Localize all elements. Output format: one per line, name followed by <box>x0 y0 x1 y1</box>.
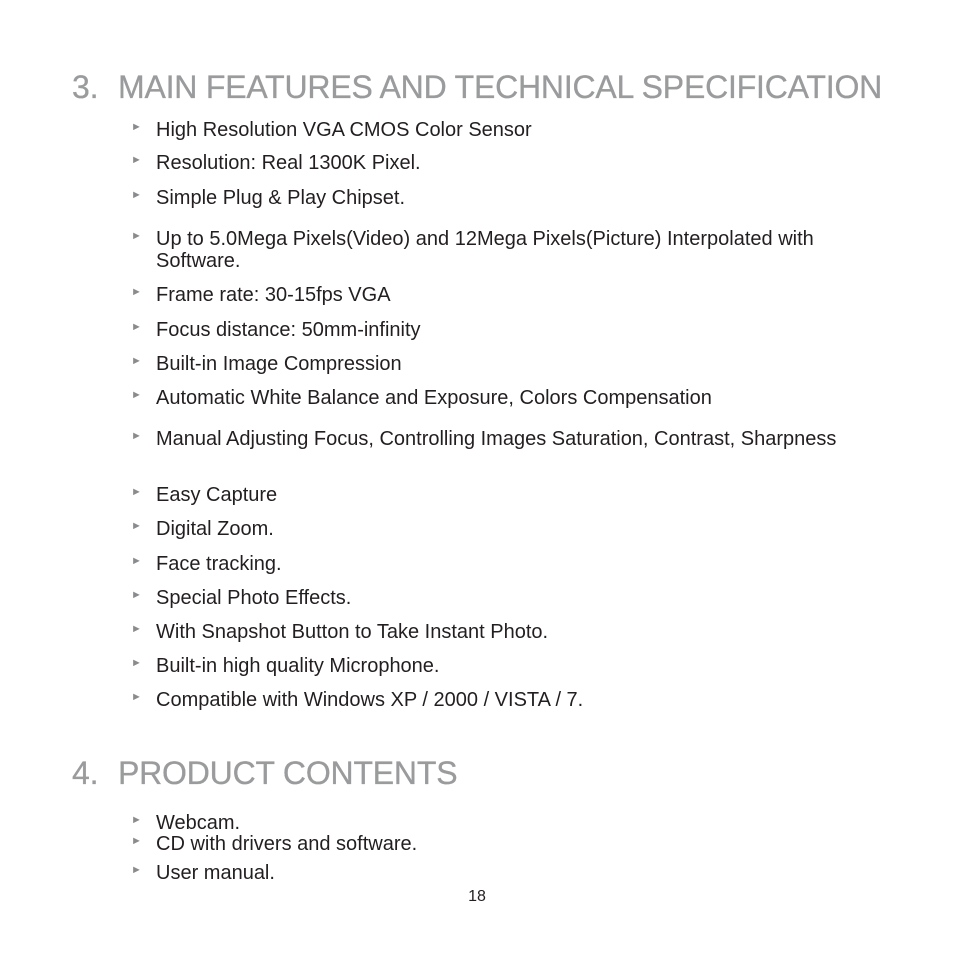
feature-item <box>131 228 871 272</box>
feature-item <box>131 152 871 174</box>
feature-item <box>131 387 871 409</box>
bullet-arrow-icon: ► <box>131 121 142 133</box>
bullet-arrow-icon: ► <box>131 486 142 498</box>
feature-item-text: Face tracking. <box>156 553 282 575</box>
contents-item-text: CD with drivers and software. <box>156 833 418 855</box>
feature-item <box>131 518 871 540</box>
contents-item <box>131 862 871 884</box>
feature-item <box>131 553 871 575</box>
feature-item-text: Focus distance: 50mm-infinity <box>156 319 421 341</box>
feature-item-text: Manual Adjusting Focus, Controlling Images Saturation, Contrast, Sharpness <box>156 428 837 450</box>
section-4-number: 4. <box>72 755 99 791</box>
bullet-arrow-icon: ► <box>131 623 142 635</box>
feature-item-text: Digital Zoom. <box>156 518 274 540</box>
bullet-arrow-icon: ► <box>131 189 142 201</box>
feature-item-text: With Snapshot Button to Take Instant Photo. <box>156 621 549 643</box>
page-number: 18 <box>468 888 486 905</box>
feature-item <box>131 428 871 450</box>
feature-item-text: High Resolution VGA CMOS Color Sensor <box>156 119 532 141</box>
feature-item <box>131 284 871 306</box>
bullet-arrow-icon: ► <box>131 864 142 876</box>
section-3-number: 3. <box>72 69 99 105</box>
bullet-arrow-icon: ► <box>131 230 142 242</box>
bullet-arrow-icon: ► <box>131 154 142 166</box>
bullet-arrow-icon: ► <box>131 657 142 669</box>
contents-item-text: User manual. <box>156 862 275 884</box>
bullet-arrow-icon: ► <box>131 691 142 703</box>
feature-item-text: Built-in Image Compression <box>156 353 402 375</box>
feature-item-text: Compatible with Windows XP / 2000 / VISTA / 7. <box>156 689 584 711</box>
feature-item <box>131 187 871 209</box>
bullet-arrow-icon: ► <box>131 389 142 401</box>
bullet-arrow-icon: ► <box>131 520 142 532</box>
section-4-title: PRODUCT CONTENTS <box>118 755 458 791</box>
bullet-arrow-icon: ► <box>131 355 142 367</box>
feature-item-text: Resolution: Real 1300K Pixel. <box>156 152 421 174</box>
feature-item <box>131 319 871 341</box>
section-3-heading <box>72 70 882 104</box>
bullet-arrow-icon: ► <box>131 430 142 442</box>
feature-item-text: Simple Plug & Play Chipset. <box>156 187 406 209</box>
feature-item <box>131 484 871 506</box>
contents-item <box>131 812 871 834</box>
feature-item-text: Up to 5.0Mega Pixels(Video) and 12Mega Pixels(Picture) Interpolated with Software. <box>156 228 814 272</box>
feature-item-text: Special Photo Effects. <box>156 587 352 609</box>
bullet-arrow-icon: ► <box>131 814 142 826</box>
feature-item <box>131 655 871 677</box>
contents-item-text: Webcam. <box>156 812 241 834</box>
bullet-arrow-icon: ► <box>131 589 142 601</box>
bullet-arrow-icon: ► <box>131 321 142 333</box>
bullet-arrow-icon: ► <box>131 835 142 847</box>
feature-item <box>131 621 871 643</box>
feature-item-text: Frame rate: 30-15fps VGA <box>156 284 391 306</box>
contents-item <box>131 833 871 855</box>
feature-item <box>131 119 871 141</box>
section-4-heading <box>72 756 457 790</box>
section-3-title: MAIN FEATURES AND TECHNICAL SPECIFICATION <box>118 69 883 105</box>
feature-item <box>131 353 871 375</box>
bullet-arrow-icon: ► <box>131 555 142 567</box>
feature-item-text: Automatic White Balance and Exposure, Colors Compensation <box>156 387 712 409</box>
feature-item <box>131 587 871 609</box>
feature-item-text: Built-in high quality Microphone. <box>156 655 440 677</box>
feature-item-text: Easy Capture <box>156 484 278 506</box>
feature-item <box>131 689 871 711</box>
bullet-arrow-icon: ► <box>131 286 142 298</box>
